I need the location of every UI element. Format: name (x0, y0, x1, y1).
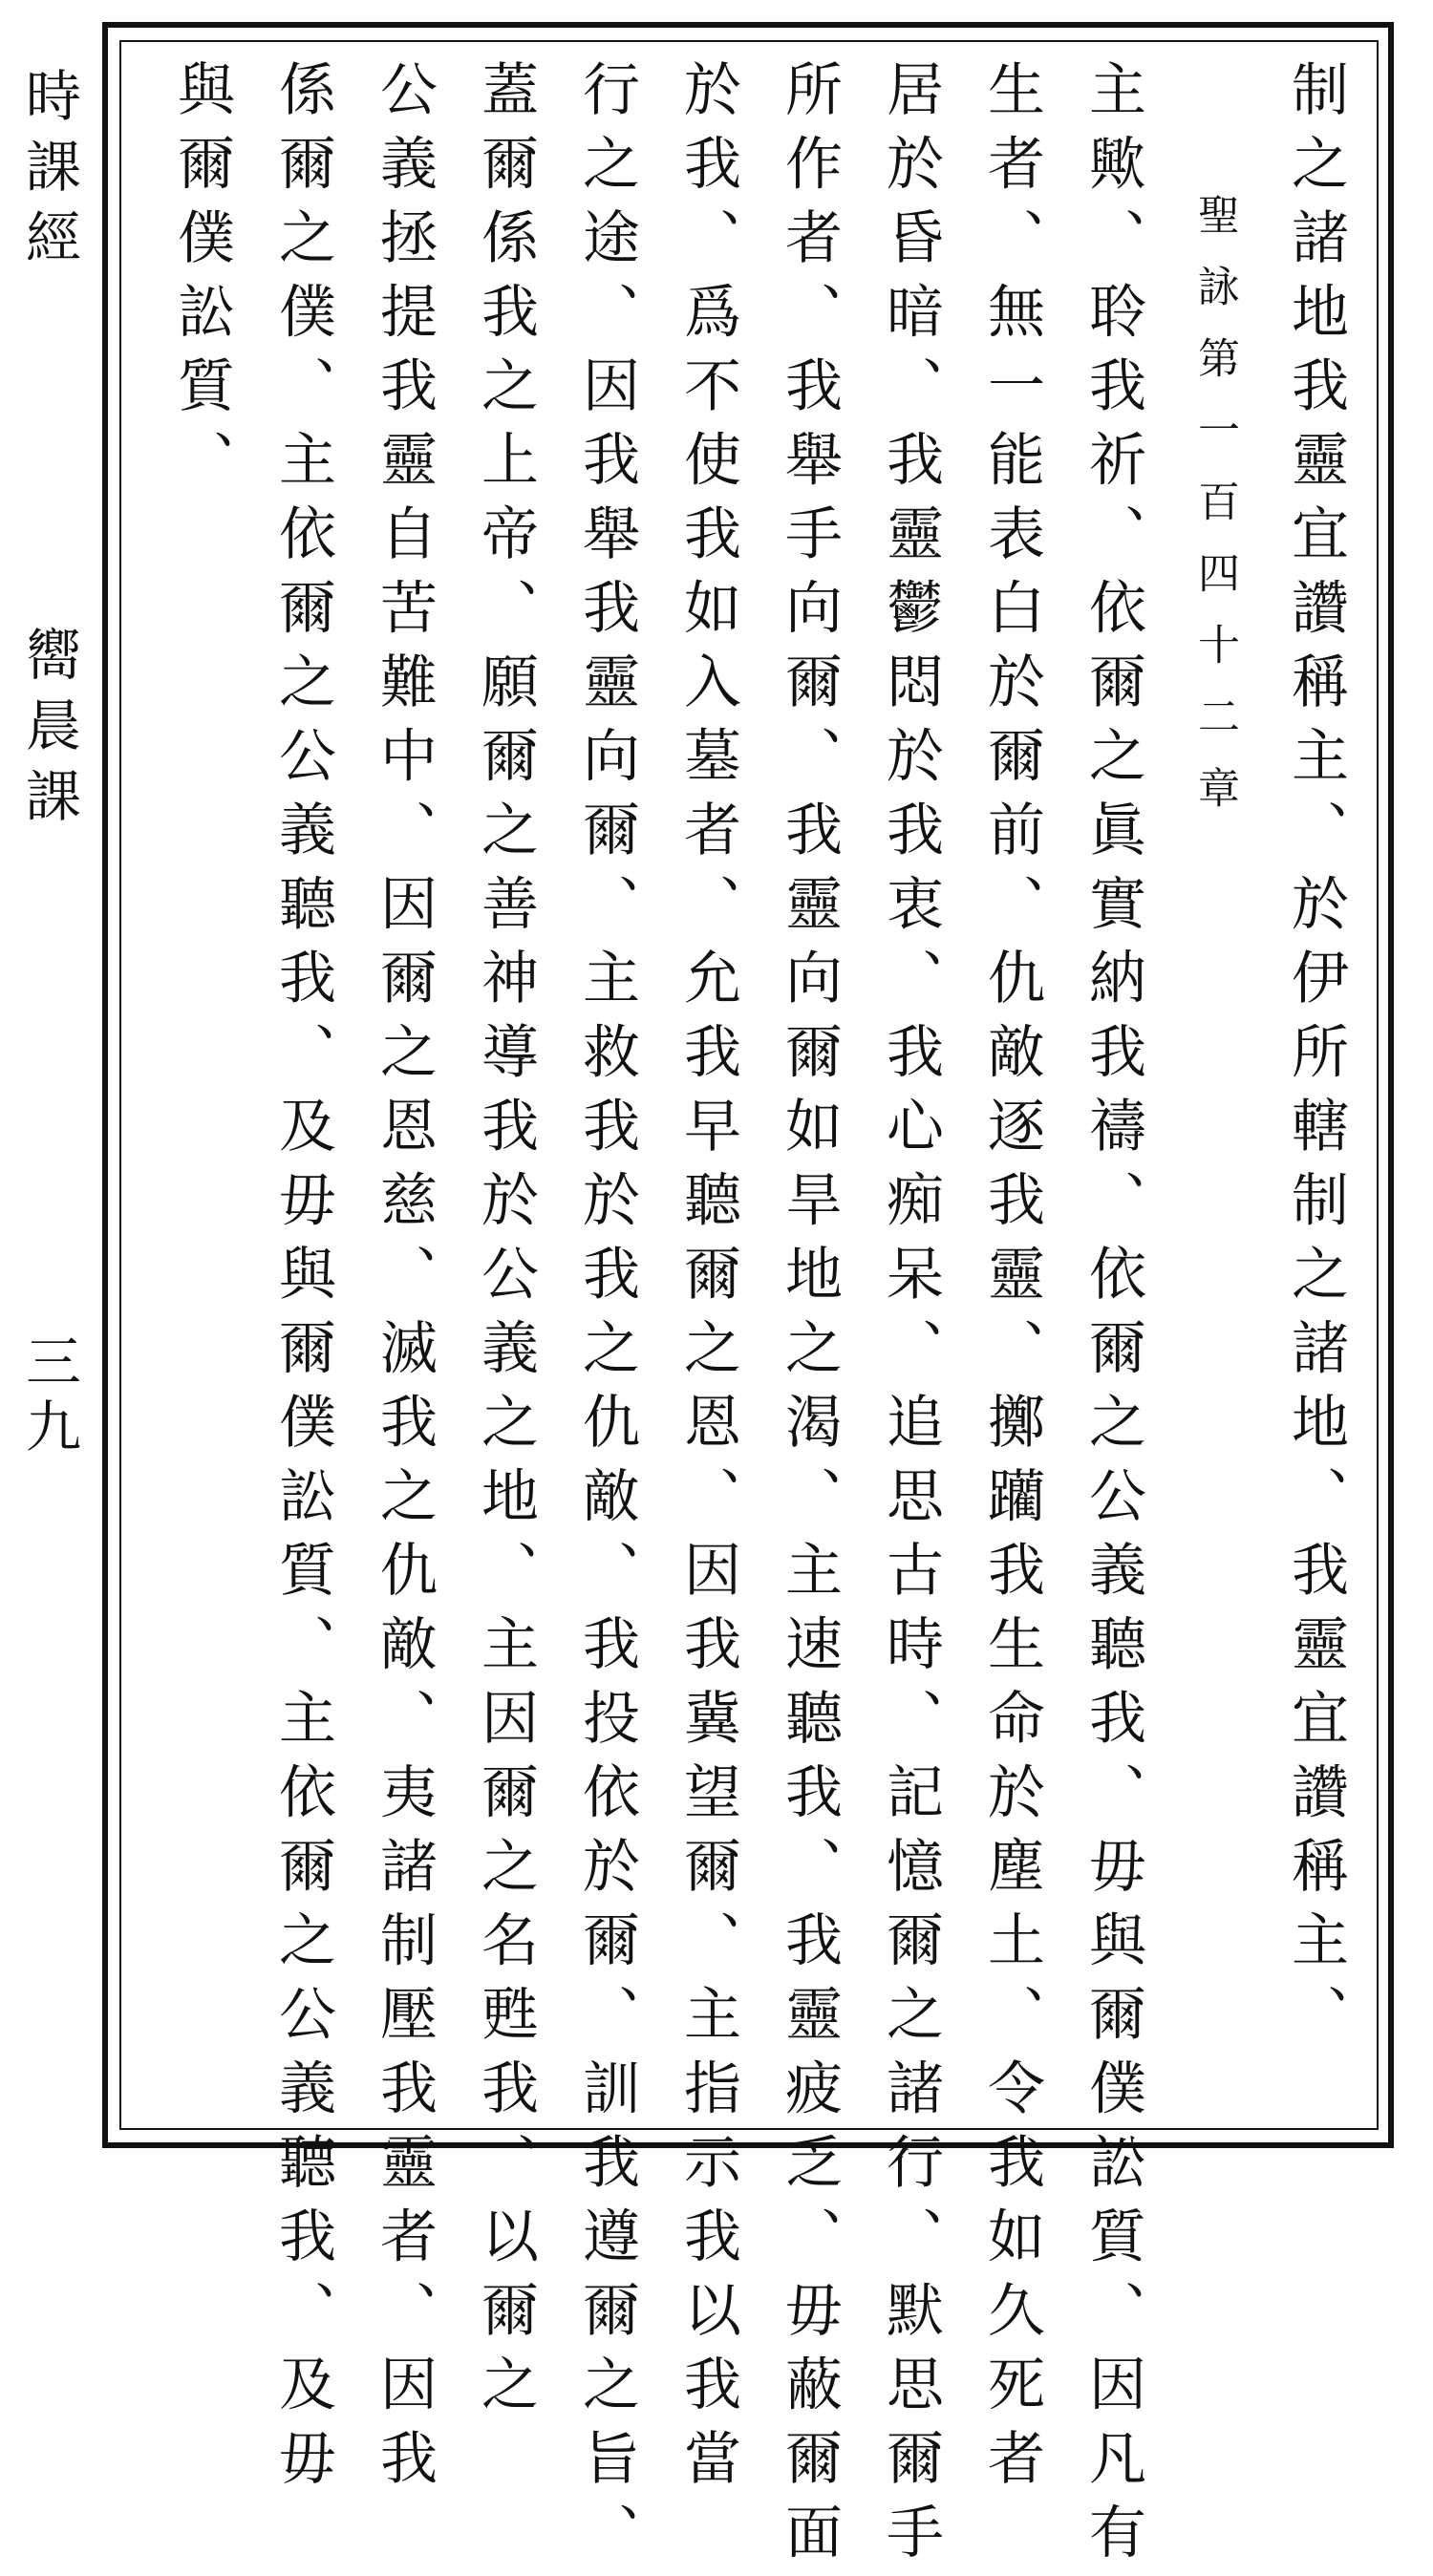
psalm-heading: 聖詠第一百四十二章 (1190, 193, 1239, 838)
text-column-5: 所作者、我舉手向爾、我靈向爾如旱地之渴、主速聽我、我靈疲乏、毋蔽爾面 (776, 59, 843, 2576)
text-column-8: 蓋爾係我之上帝、願爾之善神導我於公義之地、主因爾之名甦我、以爾之 (472, 59, 539, 2428)
text-column-9: 公義拯提我靈自苦難中、因爾之恩慈、滅我之仇敵、夷諸制壓我靈者、因我 (371, 59, 438, 2502)
text-column-6: 於我、爲不使我如入墓者、允我早聽爾之恩、因我冀望爾、主指示我以我當 (674, 59, 741, 2502)
text-column-7: 行之途、因我舉我靈向爾、主救我於我之仇敵、我投依於爾、訓我遵爾之旨、 (573, 59, 640, 2576)
book-title: 時課經 (16, 67, 81, 279)
text-column-10: 係爾之僕、主依爾之公義聽我、及毋與爾僕訟質、主依爾之公義聽我、及毋 (269, 59, 336, 2502)
text-body (153, 59, 1366, 2576)
text-column-2: 主歟、聆我祈、依爾之眞實納我禱、依爾之公義聽我、毋與爾僕訟質、因凡有 (1080, 59, 1146, 2576)
section-title: 嚮晨課 (16, 626, 81, 838)
text-column-3: 生者、無一能表白於爾前、仇敵逐我靈、擲躪我生命於塵土、令我如久死者 (978, 59, 1045, 2502)
page-number: 三九 (16, 1332, 81, 1462)
text-column-4: 居於昏暗、我靈鬱悶於我衷、我心痴呆、追思古時、記憶爾之諸行、默思爾手 (877, 59, 944, 2576)
text-column-11: 與爾僕訟質、 (168, 59, 235, 503)
text-column-1: 制之諸地我靈宜讚稱主、於伊所轄制之諸地、我靈宜讚稱主、 (1282, 59, 1349, 2058)
